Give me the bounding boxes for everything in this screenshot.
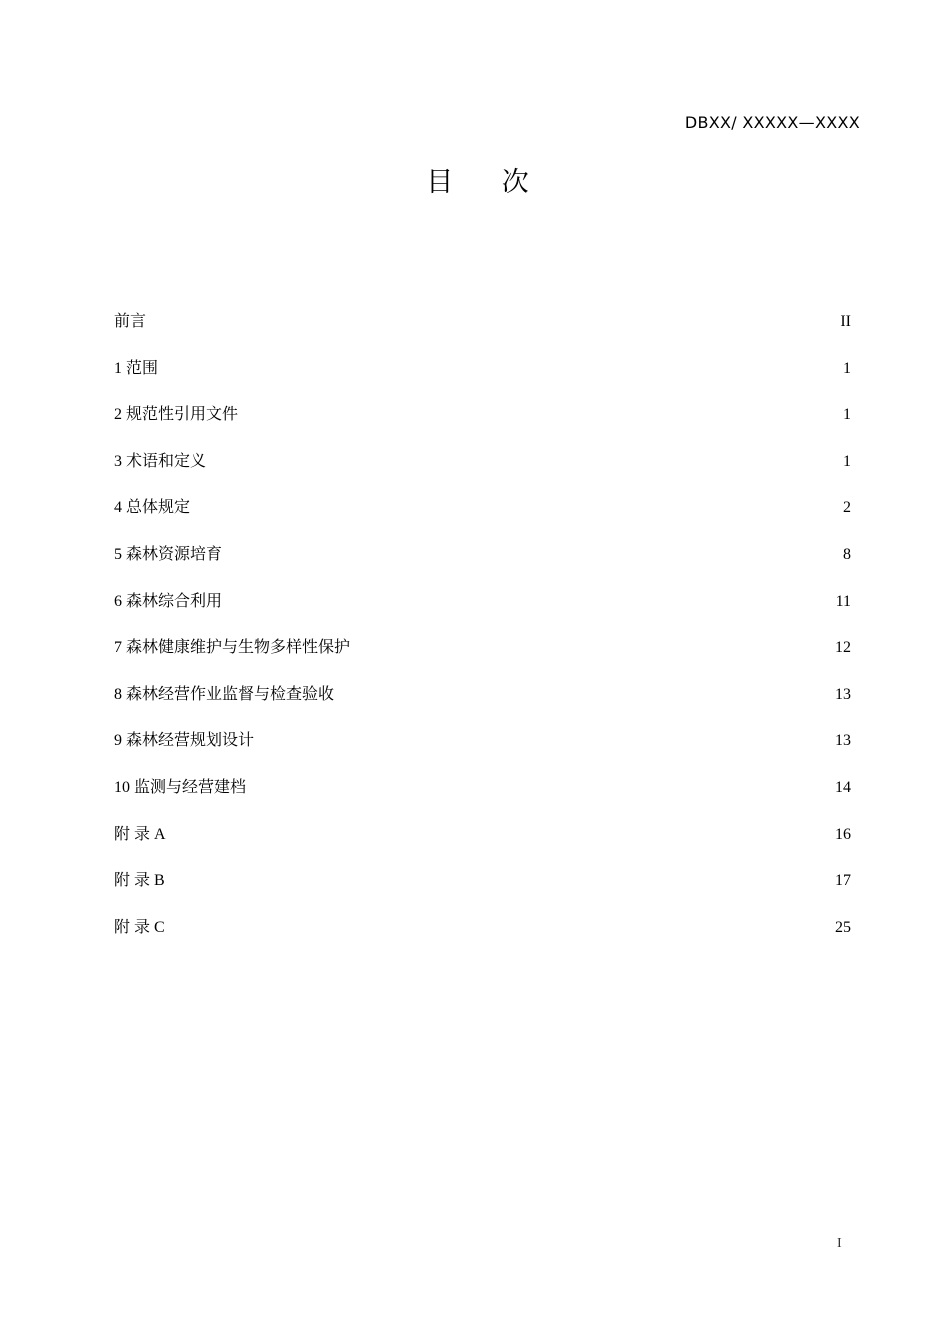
toc-entry-label: 5 森林资源培育: [114, 545, 223, 563]
toc-entry-general-provisions[interactable]: [114, 495, 851, 542]
toc-entry-page: 13: [835, 685, 851, 703]
toc-entry-planning-design[interactable]: [114, 728, 851, 775]
toc-entry-label: 9 森林经营规划设计: [114, 732, 255, 750]
toc-entry-label: 2 规范性引用文件: [114, 406, 239, 424]
toc-entry-page: 25: [835, 918, 851, 936]
toc-entry-label: 附 录 B: [114, 872, 165, 890]
toc-entry-label: 8 森林经营作业监督与检查验收: [114, 685, 335, 703]
toc-entry-label: 6 森林综合利用: [114, 592, 223, 610]
toc-entry-forest-health[interactable]: [114, 635, 851, 682]
toc-entry-page: 11: [835, 592, 851, 610]
toc-entry-page: 12: [835, 639, 851, 657]
toc-entry-page: 16: [835, 825, 851, 843]
document-code: DBXX/ XXXXX—XXXX: [684, 113, 860, 132]
toc-entry-appendix-a[interactable]: [114, 822, 851, 869]
toc-entry-label: 3 术语和定义: [114, 452, 207, 470]
toc-entry-forest-utilization[interactable]: [114, 589, 851, 636]
toc-entry-label: 前言: [114, 313, 147, 330]
toc-entry-page: 13: [835, 732, 851, 750]
toc-entry-appendix-b[interactable]: [114, 868, 851, 915]
page-title: 目 次: [426, 167, 549, 198]
toc-entry-label: 4 总体规定: [114, 499, 191, 517]
table-of-contents: [114, 309, 851, 961]
toc-entry-page: 8: [843, 545, 851, 563]
toc-entry-foreword[interactable]: [114, 309, 851, 356]
toc-entry-page: 1: [843, 452, 851, 470]
toc-entry-supervision-inspection[interactable]: [114, 682, 851, 729]
toc-entry-monitoring-archiving[interactable]: [114, 775, 851, 822]
page-number: I: [837, 1236, 842, 1251]
toc-entry-label: 附 录 C: [114, 918, 165, 936]
toc-entry-page: II: [840, 313, 851, 330]
toc-entry-forest-cultivation[interactable]: [114, 542, 851, 589]
toc-entry-scope[interactable]: [114, 356, 851, 403]
toc-entry-label: 10 监测与经营建档: [114, 778, 247, 796]
toc-entry-label: 1 范围: [114, 359, 159, 377]
toc-entry-label: 附 录 A: [114, 825, 166, 843]
toc-entry-page: 2: [843, 499, 851, 517]
toc-entry-page: 14: [835, 778, 851, 796]
toc-entry-page: 1: [843, 406, 851, 424]
toc-entry-page: 1: [843, 359, 851, 377]
toc-entry-page: 17: [835, 872, 851, 890]
toc-entry-terms-definitions[interactable]: [114, 449, 851, 496]
toc-entry-label: 7 森林健康维护与生物多样性保护: [114, 639, 351, 657]
toc-entry-normative-references[interactable]: [114, 402, 851, 449]
toc-entry-appendix-c[interactable]: [114, 915, 851, 962]
